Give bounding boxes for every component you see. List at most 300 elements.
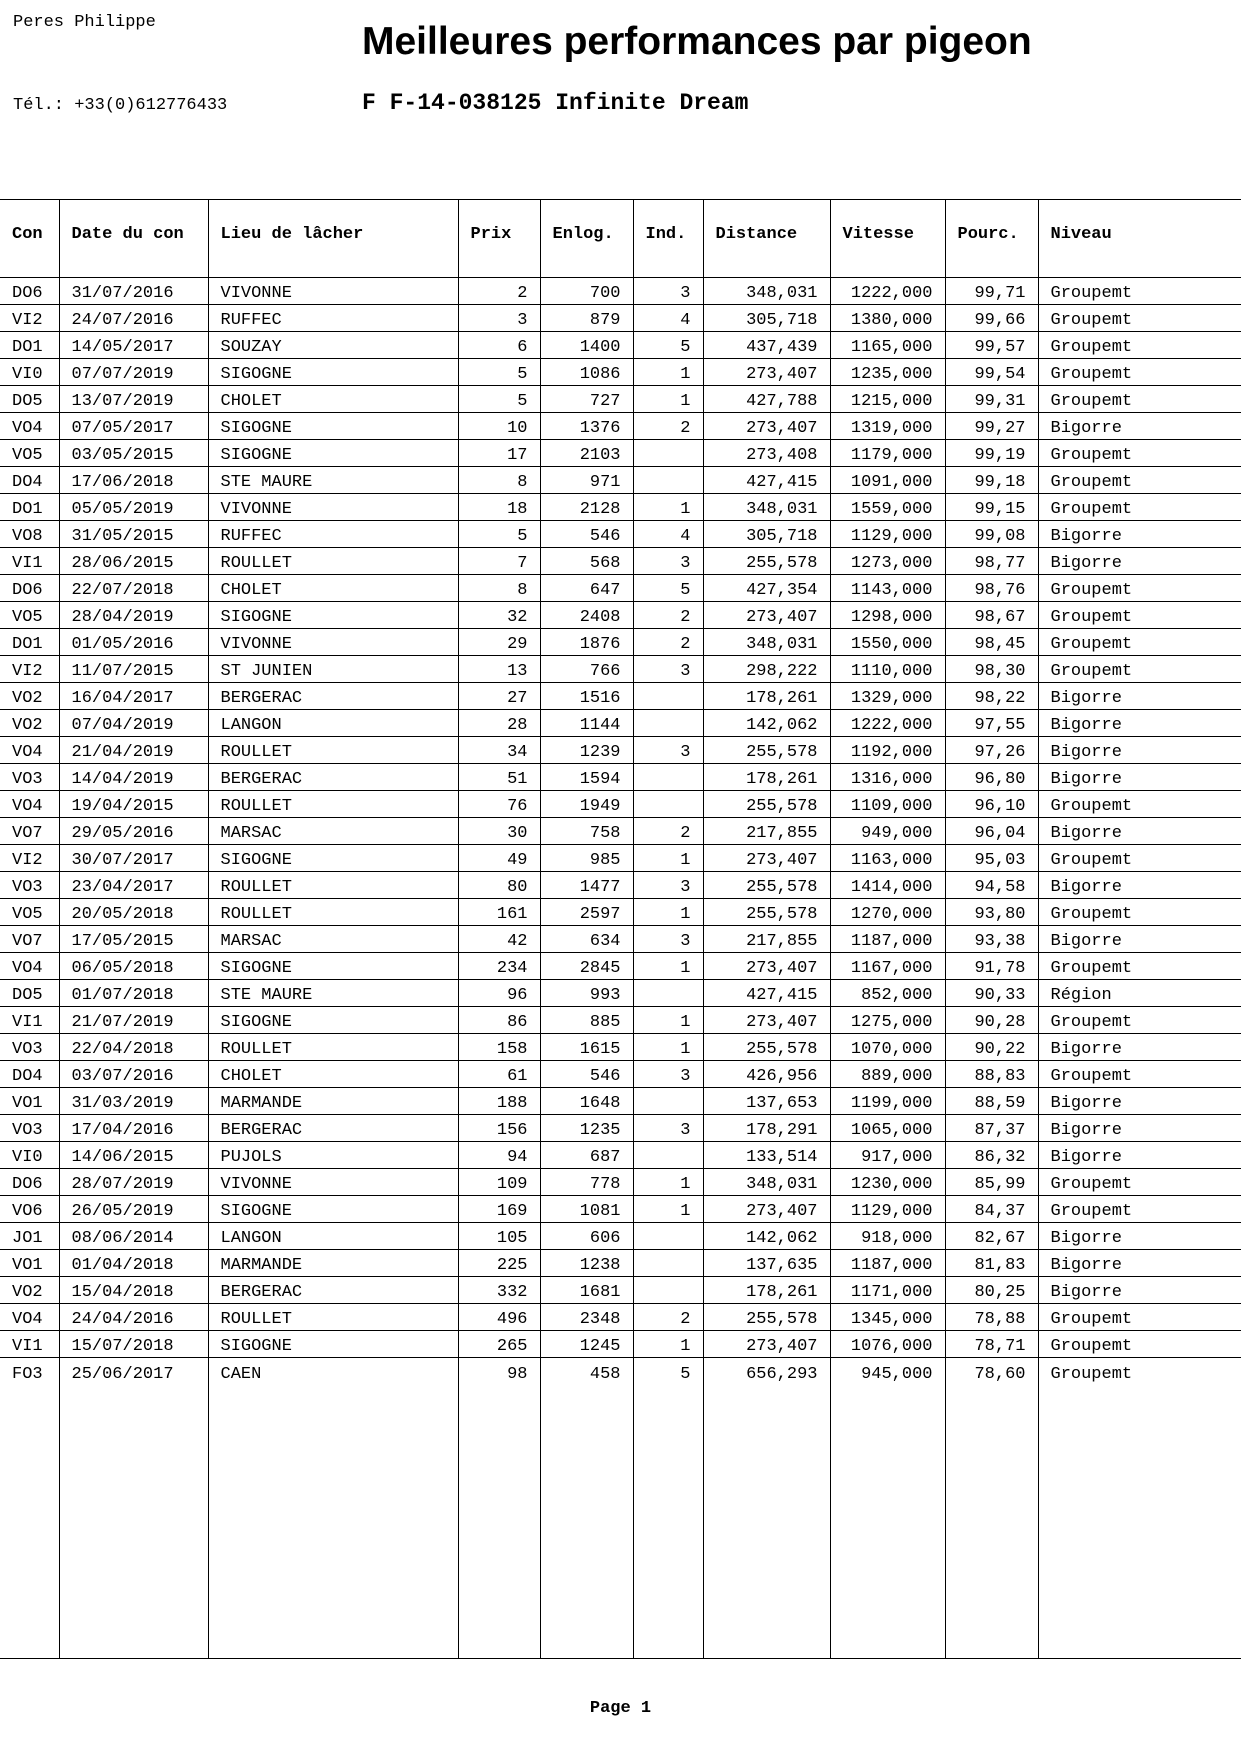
cell-vitesse: 1109,000 [830,791,945,818]
cell-con: VO3 [0,764,59,791]
cell-enlog: 1594 [540,764,633,791]
cell-lieu: SIGOGNE [208,953,458,980]
cell-con: DO1 [0,494,59,521]
cell-ind [633,710,703,737]
cell-date: 22/07/2018 [59,575,208,602]
cell-con: VO4 [0,1304,59,1331]
table-row [0,953,1241,980]
cell-enlog: 1400 [540,332,633,359]
cell-niveau: Groupemt [1038,1331,1241,1358]
cell-enlog: 1648 [540,1088,633,1115]
cell-vitesse: 1076,000 [830,1331,945,1358]
cell-vitesse: 889,000 [830,1061,945,1088]
cell-prix: 8 [458,575,540,602]
cell-con: DO6 [0,278,59,305]
cell-con: FO3 [0,1358,59,1385]
cell-ind [633,440,703,467]
cell-enlog: 985 [540,845,633,872]
cell-pourc: 99,27 [945,413,1038,440]
cell-ind: 1 [633,386,703,413]
cell-vitesse: 917,000 [830,1142,945,1169]
cell-vitesse: 1163,000 [830,845,945,872]
table-row [0,1169,1241,1196]
cell-ind [633,980,703,1007]
table-row [0,872,1241,899]
table-row [0,926,1241,953]
cell-prix: 94 [458,1142,540,1169]
cell-con: VO3 [0,872,59,899]
cell-con: VO6 [0,1196,59,1223]
cell-niveau: Bigorre [1038,764,1241,791]
cell-prix: 32 [458,602,540,629]
cell-lieu: MARMANDE [208,1088,458,1115]
cell-niveau: Bigorre [1038,1034,1241,1061]
cell-con: VI1 [0,1331,59,1358]
cell-lieu: VIVONNE [208,278,458,305]
cell-prix: 34 [458,737,540,764]
cell-vitesse: 1316,000 [830,764,945,791]
cell-pourc: 84,37 [945,1196,1038,1223]
cell-niveau: Groupemt [1038,1304,1241,1331]
cell-prix: 265 [458,1331,540,1358]
cell-enlog: 546 [540,1061,633,1088]
cell-con: VO3 [0,1034,59,1061]
cell-niveau: Bigorre [1038,710,1241,737]
cell-distance: 255,578 [703,1034,830,1061]
cell-enlog: 778 [540,1169,633,1196]
cell-vitesse: 1222,000 [830,710,945,737]
cell-prix: 51 [458,764,540,791]
cell-prix: 29 [458,629,540,656]
cell-ind: 1 [633,494,703,521]
cell-enlog: 458 [540,1358,633,1385]
table-row [0,818,1241,845]
cell-distance: 255,578 [703,1304,830,1331]
table-row [0,521,1241,548]
cell-enlog: 1086 [540,359,633,386]
cell-ind: 2 [633,602,703,629]
cell-niveau: Groupemt [1038,845,1241,872]
cell-distance: 137,653 [703,1088,830,1115]
cell-vitesse: 1165,000 [830,332,945,359]
cell-pourc: 98,45 [945,629,1038,656]
cell-distance: 437,439 [703,332,830,359]
cell-ind: 2 [633,1304,703,1331]
cell-date: 06/05/2018 [59,953,208,980]
cell-prix: 10 [458,413,540,440]
cell-niveau: Bigorre [1038,521,1241,548]
cell-ind: 3 [633,656,703,683]
cell-niveau: Groupemt [1038,278,1241,305]
cell-enlog: 1516 [540,683,633,710]
cell-prix: 2 [458,278,540,305]
table-row [0,683,1241,710]
cell-date: 25/06/2017 [59,1358,208,1385]
cell-prix: 161 [458,899,540,926]
table-row [0,764,1241,791]
cell-con: VI2 [0,305,59,332]
cell-date: 03/05/2015 [59,440,208,467]
cell-distance: 348,031 [703,278,830,305]
cell-enlog: 2348 [540,1304,633,1331]
cell-ind: 1 [633,845,703,872]
cell-date: 03/07/2016 [59,1061,208,1088]
cell-pourc: 93,38 [945,926,1038,953]
cell-enlog: 2845 [540,953,633,980]
cell-enlog: 1144 [540,710,633,737]
cell-vitesse: 1230,000 [830,1169,945,1196]
cell-distance: 255,578 [703,548,830,575]
cell-niveau: Groupemt [1038,494,1241,521]
cell-prix: 86 [458,1007,540,1034]
col-header-pourc: Pourc. [945,200,1038,278]
cell-niveau: Bigorre [1038,683,1241,710]
cell-niveau: Groupemt [1038,359,1241,386]
cell-distance: 427,354 [703,575,830,602]
cell-prix: 30 [458,818,540,845]
cell-vitesse: 1215,000 [830,386,945,413]
cell-enlog: 993 [540,980,633,1007]
cell-prix: 109 [458,1169,540,1196]
cell-lieu: SIGOGNE [208,1196,458,1223]
cell-enlog: 687 [540,1142,633,1169]
cell-distance: 255,578 [703,872,830,899]
cell-pourc: 99,08 [945,521,1038,548]
cell-enlog: 758 [540,818,633,845]
cell-enlog: 1245 [540,1331,633,1358]
cell-enlog: 1239 [540,737,633,764]
cell-con: VO8 [0,521,59,548]
cell-enlog: 1615 [540,1034,633,1061]
cell-pourc: 96,80 [945,764,1038,791]
cell-niveau: Bigorre [1038,1142,1241,1169]
cell-lieu: BERGERAC [208,764,458,791]
cell-vitesse: 1329,000 [830,683,945,710]
cell-con: DO5 [0,980,59,1007]
cell-pourc: 98,67 [945,602,1038,629]
cell-prix: 28 [458,710,540,737]
cell-ind: 1 [633,1034,703,1061]
cell-ind: 2 [633,413,703,440]
cell-vitesse: 852,000 [830,980,945,1007]
cell-niveau: Bigorre [1038,1088,1241,1115]
cell-niveau: Bigorre [1038,1115,1241,1142]
cell-vitesse: 1187,000 [830,926,945,953]
cell-vitesse: 918,000 [830,1223,945,1250]
cell-lieu: ROULLET [208,1304,458,1331]
cell-con: VO7 [0,818,59,845]
cell-prix: 96 [458,980,540,1007]
cell-pourc: 91,78 [945,953,1038,980]
cell-con: DO4 [0,467,59,494]
cell-pourc: 99,54 [945,359,1038,386]
cell-lieu: MARSAC [208,926,458,953]
page-number: Page 1 [589,1699,652,1718]
cell-lieu: SIGOGNE [208,845,458,872]
cell-ind: 1 [633,1331,703,1358]
cell-prix: 5 [458,521,540,548]
cell-ind [633,683,703,710]
cell-con: VI0 [0,359,59,386]
cell-distance: 137,635 [703,1250,830,1277]
cell-pourc: 87,37 [945,1115,1038,1142]
cell-distance: 273,408 [703,440,830,467]
cell-lieu: ROULLET [208,899,458,926]
cell-enlog: 1876 [540,629,633,656]
cell-distance: 273,407 [703,1331,830,1358]
cell-niveau: Bigorre [1038,1250,1241,1277]
cell-prix: 98 [458,1358,540,1385]
cell-con: VO2 [0,1277,59,1304]
owner-name: Peres Philippe [13,13,156,32]
cell-prix: 49 [458,845,540,872]
cell-distance: 273,407 [703,845,830,872]
cell-pourc: 78,60 [945,1358,1038,1385]
cell-date: 31/07/2016 [59,278,208,305]
cell-date: 07/07/2019 [59,359,208,386]
cell-lieu: MARSAC [208,818,458,845]
cell-niveau: Bigorre [1038,926,1241,953]
cell-prix: 18 [458,494,540,521]
cell-vitesse: 1143,000 [830,575,945,602]
cell-vitesse: 1187,000 [830,1250,945,1277]
cell-distance: 427,415 [703,467,830,494]
cell-enlog: 1081 [540,1196,633,1223]
table-row [0,332,1241,359]
cell-vitesse: 945,000 [830,1358,945,1385]
cell-lieu: SIGOGNE [208,1331,458,1358]
table-row [0,305,1241,332]
cell-prix: 5 [458,386,540,413]
cell-niveau: Groupemt [1038,1196,1241,1223]
cell-pourc: 97,26 [945,737,1038,764]
cell-niveau: Groupemt [1038,791,1241,818]
cell-niveau: Groupemt [1038,602,1241,629]
cell-date: 22/04/2018 [59,1034,208,1061]
cell-date: 26/05/2019 [59,1196,208,1223]
table-row [0,737,1241,764]
cell-date: 20/05/2018 [59,899,208,926]
cell-enlog: 1949 [540,791,633,818]
table-row [0,1034,1241,1061]
table-header-row [0,200,1241,278]
cell-niveau: Groupemt [1038,305,1241,332]
cell-lieu: ROULLET [208,737,458,764]
cell-date: 31/03/2019 [59,1088,208,1115]
cell-ind: 1 [633,1196,703,1223]
cell-con: VO2 [0,683,59,710]
cell-niveau: Groupemt [1038,575,1241,602]
cell-prix: 225 [458,1250,540,1277]
cell-vitesse: 949,000 [830,818,945,845]
cell-distance: 217,855 [703,926,830,953]
cell-ind: 3 [633,737,703,764]
cell-niveau: Bigorre [1038,1223,1241,1250]
cell-pourc: 85,99 [945,1169,1038,1196]
cell-con: VO3 [0,1115,59,1142]
cell-date: 17/05/2015 [59,926,208,953]
cell-ind [633,467,703,494]
cell-prix: 332 [458,1277,540,1304]
cell-enlog: 647 [540,575,633,602]
col-header-lieu: Lieu de lâcher [208,200,458,278]
cell-ind: 2 [633,629,703,656]
cell-vitesse: 1091,000 [830,467,945,494]
cell-enlog: 1235 [540,1115,633,1142]
cell-enlog: 766 [540,656,633,683]
cell-con: VO4 [0,953,59,980]
cell-lieu: BERGERAC [208,1115,458,1142]
cell-prix: 105 [458,1223,540,1250]
cell-distance: 427,788 [703,386,830,413]
cell-enlog: 727 [540,386,633,413]
cell-lieu: SIGOGNE [208,602,458,629]
cell-pourc: 90,33 [945,980,1038,1007]
cell-lieu: VIVONNE [208,1169,458,1196]
cell-lieu: BERGERAC [208,1277,458,1304]
table-row [0,1358,1241,1385]
cell-con: DO1 [0,332,59,359]
cell-niveau: Bigorre [1038,872,1241,899]
cell-prix: 8 [458,467,540,494]
cell-niveau: Groupemt [1038,1358,1241,1385]
cell-lieu: STE MAURE [208,980,458,1007]
table-row [0,1196,1241,1223]
performance-table [0,199,1241,1659]
cell-pourc: 78,71 [945,1331,1038,1358]
cell-distance: 348,031 [703,629,830,656]
pigeon-identifier: F F-14-038125 Infinite Dream [362,90,749,116]
cell-prix: 156 [458,1115,540,1142]
cell-ind: 5 [633,332,703,359]
cell-prix: 80 [458,872,540,899]
cell-vitesse: 1319,000 [830,413,945,440]
cell-prix: 496 [458,1304,540,1331]
cell-distance: 427,415 [703,980,830,1007]
cell-ind: 3 [633,1061,703,1088]
cell-pourc: 98,30 [945,656,1038,683]
cell-pourc: 99,57 [945,332,1038,359]
cell-enlog: 1477 [540,872,633,899]
table-row [0,845,1241,872]
cell-prix: 6 [458,332,540,359]
page-title: Meilleures performances par pigeon [362,20,1032,63]
cell-date: 29/05/2016 [59,818,208,845]
cell-con: VO5 [0,440,59,467]
cell-pourc: 88,83 [945,1061,1038,1088]
cell-ind: 1 [633,899,703,926]
cell-lieu: ROULLET [208,872,458,899]
cell-distance: 142,062 [703,710,830,737]
table-row [0,1304,1241,1331]
cell-date: 23/04/2017 [59,872,208,899]
cell-vitesse: 1179,000 [830,440,945,467]
cell-date: 01/07/2018 [59,980,208,1007]
cell-pourc: 98,76 [945,575,1038,602]
cell-distance: 255,578 [703,737,830,764]
cell-lieu: ROULLET [208,791,458,818]
cell-pourc: 99,19 [945,440,1038,467]
cell-vitesse: 1129,000 [830,1196,945,1223]
cell-distance: 348,031 [703,1169,830,1196]
table-body [0,278,1241,1659]
cell-distance: 178,261 [703,764,830,791]
cell-date: 16/04/2017 [59,683,208,710]
cell-distance: 273,407 [703,1007,830,1034]
cell-prix: 61 [458,1061,540,1088]
cell-ind: 1 [633,953,703,980]
cell-pourc: 81,83 [945,1250,1038,1277]
cell-distance: 178,261 [703,1277,830,1304]
cell-con: VO4 [0,413,59,440]
cell-niveau: Bigorre [1038,818,1241,845]
cell-date: 17/04/2016 [59,1115,208,1142]
cell-lieu: SIGOGNE [208,1007,458,1034]
cell-enlog: 546 [540,521,633,548]
cell-vitesse: 1275,000 [830,1007,945,1034]
cell-ind: 3 [633,1115,703,1142]
cell-vitesse: 1414,000 [830,872,945,899]
cell-lieu: MARMANDE [208,1250,458,1277]
cell-lieu: SIGOGNE [208,413,458,440]
cell-enlog: 606 [540,1223,633,1250]
cell-distance: 656,293 [703,1358,830,1385]
cell-ind [633,1142,703,1169]
cell-ind [633,1250,703,1277]
cell-pourc: 78,88 [945,1304,1038,1331]
cell-vitesse: 1199,000 [830,1088,945,1115]
cell-prix: 13 [458,656,540,683]
cell-distance: 305,718 [703,521,830,548]
cell-con: DO6 [0,575,59,602]
cell-lieu: LANGON [208,1223,458,1250]
cell-ind: 5 [633,1358,703,1385]
cell-date: 15/04/2018 [59,1277,208,1304]
cell-date: 14/04/2019 [59,764,208,791]
col-header-prix: Prix [458,200,540,278]
table-row [0,1277,1241,1304]
cell-con: VI2 [0,656,59,683]
cell-ind: 1 [633,1007,703,1034]
col-header-con: Con [0,200,59,278]
cell-vitesse: 1171,000 [830,1277,945,1304]
cell-prix: 3 [458,305,540,332]
cell-date: 28/06/2015 [59,548,208,575]
table-row [0,1007,1241,1034]
cell-distance: 348,031 [703,494,830,521]
table-row [0,413,1241,440]
cell-lieu: BERGERAC [208,683,458,710]
cell-date: 24/07/2016 [59,305,208,332]
cell-vitesse: 1110,000 [830,656,945,683]
cell-pourc: 93,80 [945,899,1038,926]
cell-distance: 133,514 [703,1142,830,1169]
cell-vitesse: 1273,000 [830,548,945,575]
cell-pourc: 98,77 [945,548,1038,575]
cell-niveau: Bigorre [1038,737,1241,764]
cell-distance: 273,407 [703,1196,830,1223]
cell-date: 08/06/2014 [59,1223,208,1250]
cell-date: 15/07/2018 [59,1331,208,1358]
table-row [0,278,1241,305]
cell-con: DO5 [0,386,59,413]
cell-niveau: Groupemt [1038,386,1241,413]
cell-lieu: ROULLET [208,1034,458,1061]
cell-niveau: Groupemt [1038,1007,1241,1034]
cell-vitesse: 1222,000 [830,278,945,305]
cell-con: VO7 [0,926,59,953]
cell-pourc: 95,03 [945,845,1038,872]
